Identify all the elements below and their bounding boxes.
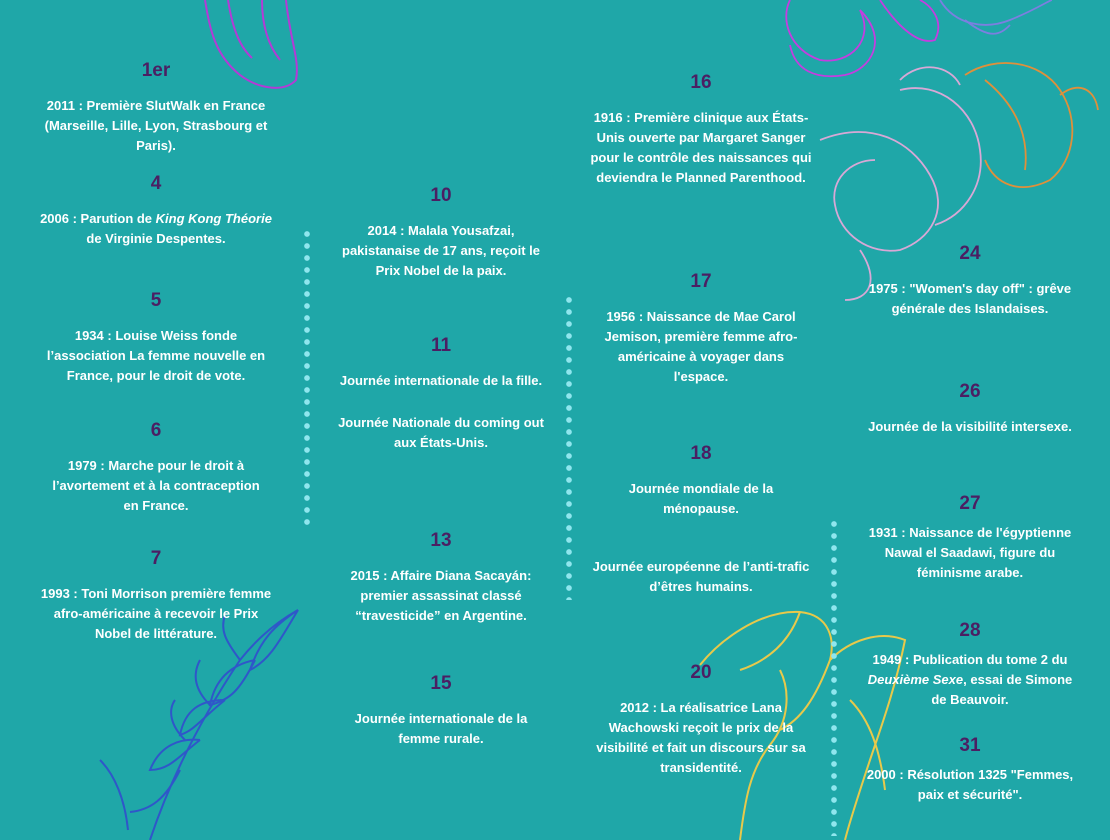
day-number: 11 [430,335,452,356]
day-number: 1er [141,60,171,81]
entry-day-18 [590,443,812,597]
entry-text: Journée Nationale du coming out aux États-Unis. [338,415,544,450]
entry-day-31 [860,735,1080,805]
entry-day-26 [865,381,1075,437]
day-number: 17 [690,271,712,292]
entry-day-7 [40,548,272,644]
day-number: 27 [959,493,981,514]
entry-text: 1956 : Naissance de Mae Carol Jemison, première femme afro-américaine à voyager dans l'espace. [604,309,798,384]
day-number: 4 [150,173,162,194]
entry-text: Journée de la visibilité intersexe. [868,419,1072,434]
entry-text: 2015 : Affaire Diana Sacayán: premier assassinat classé “travesticide” en Argentine. [350,568,532,623]
divider-dotted-2 [566,294,572,600]
entry-day-16 [590,72,812,188]
entry-day-11 [330,335,552,453]
entry-day-28 [860,620,1080,710]
entry-day-20 [595,662,807,778]
day-number: 10 [430,185,452,206]
divider-dotted-1 [304,228,310,530]
day-number: 24 [959,243,981,264]
entry-day-10 [330,185,552,281]
divider-dotted-3 [831,518,837,836]
entry-text: 2012 : La réalisatrice Lana Wachowski reçoit le prix de la visibilité et fait un discours sur sa transidentité. [596,700,806,775]
entry-day-4 [40,173,272,249]
day-number: 13 [430,530,452,551]
entry-text: 1916 : Première clinique aux États-Unis ouverte par Margaret Sanger pour le contrôle des naissances qui deviendra le Planned Parenthood. [590,110,812,185]
entry-day-5 [35,290,277,386]
entry-day-13 [330,530,552,626]
day-number: 26 [959,381,981,402]
entry-text: 2006 : Parution de King Kong Théorie de Virginie Despentes. [40,211,272,246]
day-number: 7 [150,548,162,569]
entry-text: 2011 : Première SlutWalk en France (Marseille, Lille, Lyon, Strasbourg et Paris). [44,98,268,153]
entry-text: Journée internationale de la fille. [339,373,543,388]
entry-text: Journée mondiale de la ménopause. [628,481,774,516]
entry-text: 1949 : Publication du tome 2 du Deuxième Sexe, essai de Simone de Beauvoir. [867,652,1073,707]
entry-text: 1975 : "Women's day off" : grêve générale des Islandaises. [868,281,1072,316]
entry-day-15 [335,673,547,749]
entry-day-27 [855,493,1085,583]
entry-text: 1931 : Naissance de l'égyptienne Nawal el Saadawi, figure du féminisme arabe. [868,525,1072,580]
entry-day-24 [865,243,1075,319]
entry-text: Journée européenne de l’anti-trafic d’êtres humains. [592,559,810,594]
entry-day-1 [40,60,272,156]
day-number: 20 [690,662,712,683]
entry-day-6 [45,420,267,516]
entry-text: 1934 : Louise Weiss fonde l’association La femme nouvelle en France, pour le droit de vote. [46,328,266,383]
day-number: 15 [430,673,452,694]
day-number: 31 [959,735,981,756]
entry-text: 1993 : Toni Morrison première femme afro-américaine à recevoir le Prix Nobel de littérature. [40,586,272,641]
entry-text: 2000 : Résolution 1325 "Femmes, paix et sécurité". [866,767,1074,802]
entry-day-17 [590,271,812,387]
day-number: 28 [959,620,981,641]
day-number: 6 [150,420,162,441]
entry-text: Journée internationale de la femme rurale. [354,711,528,746]
entry-text: 1979 : Marche pour le droit à l’avortement et à la contraception en France. [52,458,260,513]
entry-text: 2014 : Malala Yousafzai, pakistanaise de 17 ans, reçoit le Prix Nobel de la paix. [342,223,540,278]
day-number: 5 [150,290,162,311]
day-number: 16 [690,72,712,93]
day-number: 18 [690,443,712,464]
